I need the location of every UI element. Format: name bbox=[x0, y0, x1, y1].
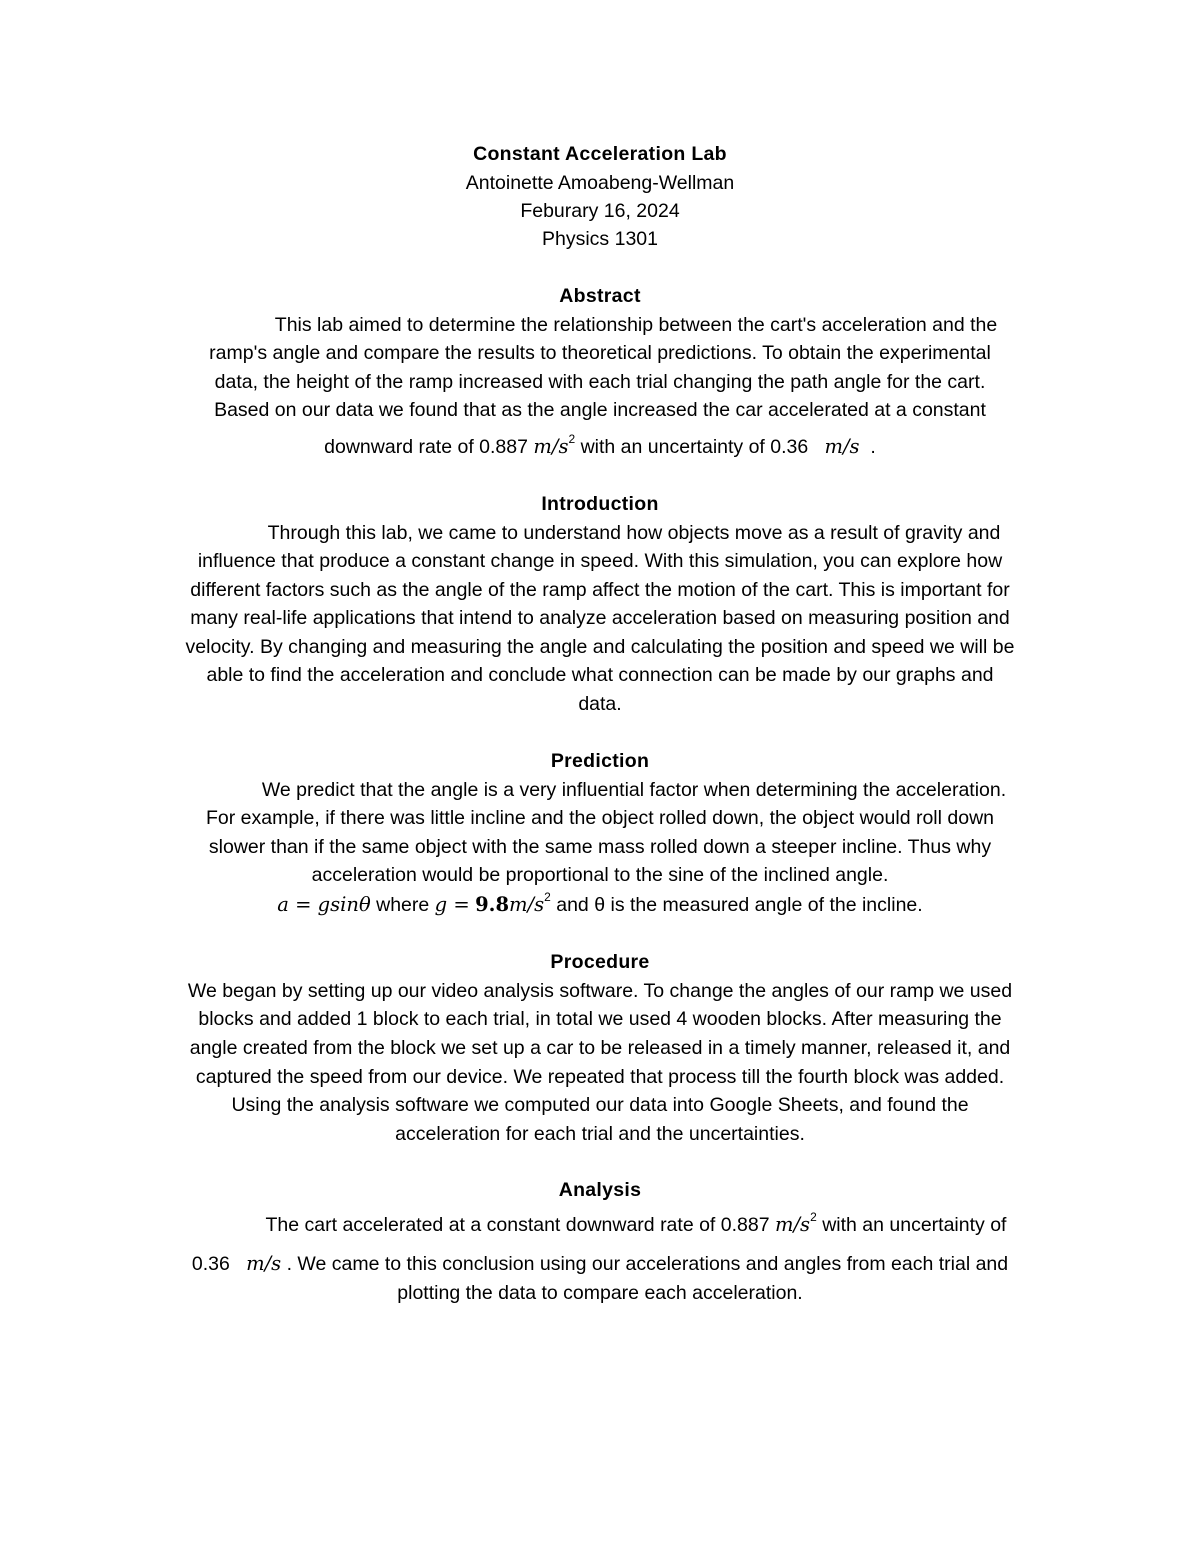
abstract-text: . bbox=[870, 436, 876, 458]
analysis-text: 0.36 bbox=[191, 1253, 230, 1275]
unit-velocity: m/s bbox=[824, 435, 860, 458]
formula-text: is the measured angle of the incline. bbox=[610, 894, 923, 916]
procedure-line: Using the analysis software we computed our data into Google Sheets, and found the bbox=[231, 1094, 969, 1116]
procedure-heading: Procedure bbox=[550, 951, 650, 973]
formula-acceleration: a = gsinθ bbox=[277, 893, 371, 916]
introduction-line: able to find the acceleration and conclude what connection can be made by our graphs and bbox=[206, 664, 994, 686]
procedure-line: angle created from the block we set up a car to be released in a timely manner, released it, and bbox=[189, 1037, 1011, 1059]
analysis-line: plotting the data to compare each acceleration. bbox=[397, 1282, 803, 1304]
unit-acceleration: m/s bbox=[533, 435, 569, 458]
abstract-line: ramp's angle and compare the results to theoretical predictions. To obtain the experimental bbox=[209, 342, 991, 364]
prediction-line: For example, if there was little incline and the object rolled down, the object would roll down bbox=[205, 807, 994, 829]
formula-gravity: g = bbox=[434, 893, 470, 916]
author-name: Antoinette Amoabeng-Wellman bbox=[465, 172, 735, 194]
formula-unit: m/s bbox=[509, 893, 545, 916]
procedure-line: blocks and added 1 block to each trial, in total we used 4 wooden blocks. After measuring the bbox=[198, 1008, 1002, 1030]
analysis-text: The cart accelerated at a constant downward rate of 0.887 bbox=[265, 1214, 770, 1236]
introduction-line: data. bbox=[578, 693, 622, 715]
abstract-text: downward rate of 0.887 bbox=[324, 436, 528, 458]
procedure-line: acceleration for each trial and the uncertainties. bbox=[395, 1123, 805, 1145]
formula-value: 9.8 bbox=[475, 893, 510, 916]
introduction-line: different factors such as the angle of the ramp affect the motion of the cart. This is important for bbox=[190, 579, 1010, 601]
unit-acceleration: m/s bbox=[775, 1213, 811, 1236]
procedure-line: We began by setting up our video analysis software. To change the angles of our ramp we used bbox=[187, 980, 1013, 1002]
prediction-formula bbox=[0, 891, 1200, 919]
introduction-line: many real-life applications that intend to analyze acceleration based on measuring position and bbox=[190, 607, 1010, 629]
abstract-heading: Abstract bbox=[559, 285, 641, 307]
formula-text: where bbox=[376, 894, 430, 916]
unit-superscript: 2 bbox=[568, 431, 576, 446]
unit-velocity: m/s bbox=[246, 1252, 282, 1275]
introduction-line: Through this lab, we came to understand how objects move as a result of gravity and bbox=[267, 522, 1001, 544]
abstract-text: with an uncertainty of 0.36 bbox=[580, 436, 809, 458]
abstract-line: data, the height of the ramp increased with each trial changing the path angle for the cart. bbox=[214, 371, 986, 393]
procedure-line: captured the speed from our device. We repeated that process till the fourth block was added. bbox=[195, 1066, 1005, 1088]
analysis-text: with an uncertainty of bbox=[822, 1214, 1007, 1236]
prediction-line: acceleration would be proportional to the sine of the inclined angle. bbox=[311, 864, 889, 886]
prediction-line: We predict that the angle is a very influential factor when determining the acceleration. bbox=[261, 779, 1007, 801]
unit-superscript: 2 bbox=[810, 1209, 817, 1224]
abstract-last-line bbox=[0, 433, 1200, 461]
analysis-line bbox=[36, 1211, 1200, 1239]
document-date: Feburary 16, 2024 bbox=[520, 200, 680, 222]
formula-text: and bbox=[556, 894, 589, 916]
course-name: Physics 1301 bbox=[542, 228, 658, 250]
document-title: Constant Acceleration Lab bbox=[473, 143, 727, 165]
introduction-line: velocity. By changing and measuring the angle and calculating the position and speed we will be bbox=[185, 636, 1015, 658]
prediction-heading: Prediction bbox=[550, 750, 650, 772]
introduction-heading: Introduction bbox=[541, 493, 659, 515]
prediction-line: slower than if the same object with the same mass rolled down a steeper incline. Thus why bbox=[208, 836, 992, 858]
unit-superscript: 2 bbox=[544, 889, 551, 904]
analysis-heading: Analysis bbox=[558, 1179, 642, 1201]
analysis-text: . We came to this conclusion using our accelerations and angles from each trial and bbox=[286, 1253, 1009, 1275]
abstract-line: This lab aimed to determine the relationship between the cart's acceleration and the bbox=[274, 314, 998, 336]
abstract-line: Based on our data we found that as the angle increased the car accelerated at a constant bbox=[214, 399, 986, 421]
analysis-line bbox=[0, 1250, 1200, 1278]
introduction-line: influence that produce a constant change in speed. With this simulation, you can explore how bbox=[197, 550, 1003, 572]
formula-theta: θ bbox=[594, 894, 606, 916]
